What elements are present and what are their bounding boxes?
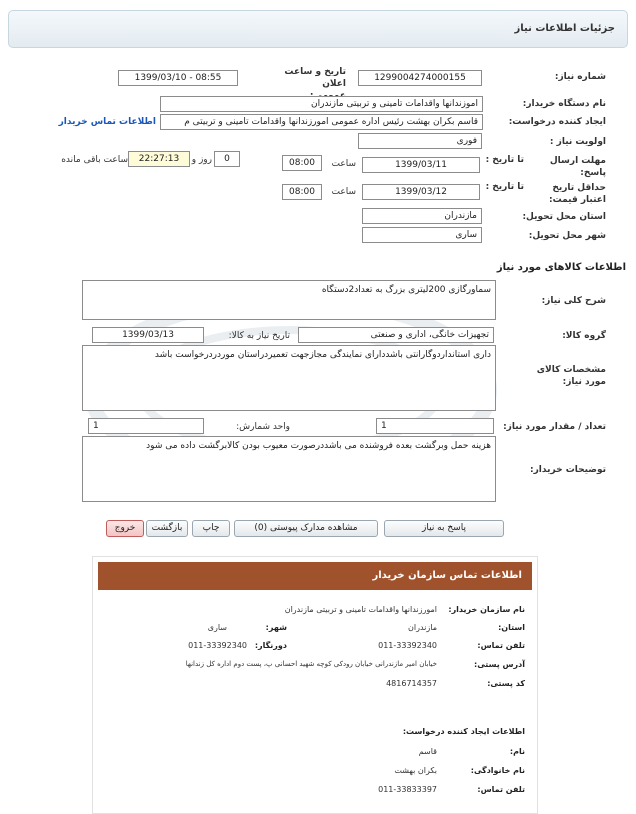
remaining-days-field: 0	[214, 151, 240, 167]
buyer-notes-label: توضیحات خریدار:	[530, 465, 606, 475]
need-date-label: تاریخ نیاز به کالا:	[228, 331, 290, 341]
contact-fax-value: 011-33392340	[188, 641, 247, 650]
need-date-field: 1399/03/13	[92, 327, 204, 343]
buyer-contact-panel	[92, 556, 538, 814]
quantity-label: تعداد / مقدار مورد نیاز:	[503, 422, 606, 432]
contact-panel-header	[98, 562, 532, 590]
price-to-date-label: تا تاریخ :	[485, 182, 524, 192]
exit-button[interactable]: خروج	[106, 520, 144, 537]
remaining-label: ساعت باقی مانده	[61, 155, 128, 165]
contact-fax-label: دورنگار:	[254, 641, 287, 650]
contact-org-label: نام سازمان خریدار:	[448, 605, 525, 614]
price-time-label: ساعت	[331, 187, 356, 197]
days-label: روز و	[191, 155, 212, 165]
goods-specs-field: داری استانداردوگارانتی باشددارای نمایندگی مجازجهت تعمیردراستان موردردرخواست باشد	[82, 345, 496, 411]
goods-specs-label: مشخصات کالای مورد نیاز:	[536, 365, 606, 387]
delivery-province-field: مازندران	[362, 208, 482, 224]
announce-datetime-label: تاریخ و ساعت اعلان	[284, 67, 346, 89]
creator-first-name-value: قاسم	[418, 747, 437, 756]
creator-phone-label: تلفن تماس:	[477, 785, 525, 794]
creator-first-name-label: نام:	[509, 747, 525, 756]
buyer-org-label: نام دستگاه خریدار:	[522, 99, 606, 109]
quantity-field: 1	[376, 418, 494, 434]
remaining-time-field: 22:27:13	[128, 151, 190, 167]
contact-org-value: امورزندانها واقدامات تامینی و تربیتی مازندران	[284, 605, 437, 614]
delivery-city-label: شهر محل تحویل:	[528, 231, 606, 241]
price-validity-date-field: 1399/03/12	[362, 184, 480, 200]
creator-label: ایجاد کننده درخواست:	[508, 117, 606, 127]
creator-field: قاسم بکران بهشت رئیس اداره عمومی امورزندانها واقدامات تامینی و تربیتی م	[160, 114, 483, 130]
response-to-date-label: تا تاریخ :	[485, 155, 524, 165]
contact-province-value: مازندران	[408, 623, 437, 632]
contact-address-value: خیابان امیر مازندرانی خیابان رودکی کوچه شهید احسانی پ، پست دوم اداره کل زندانها	[185, 660, 437, 668]
general-description-label: شرح کلی نیاز:	[541, 296, 606, 306]
response-date-field: 1399/03/11	[362, 157, 480, 173]
back-button[interactable]: بازگشت	[146, 520, 188, 537]
creator-last-name-label: نام خانوادگی:	[470, 766, 525, 775]
page-title: جزئیات اطلاعات نیاز	[514, 23, 615, 34]
print-button[interactable]: چاپ	[192, 520, 230, 537]
contact-province-label: استان:	[498, 623, 525, 632]
contact-postal-label: کد پستی:	[487, 679, 525, 688]
delivery-province-label: استان محل تحویل:	[522, 212, 606, 222]
reply-button[interactable]: پاسخ به نیاز	[384, 520, 504, 537]
unit-label: واحد شمارش:	[236, 422, 290, 432]
page-header	[8, 10, 628, 48]
delivery-city-field: ساری	[362, 227, 482, 243]
announce-datetime-field: 1399/03/10 - 08:55	[118, 70, 238, 86]
contact-address-label: آدرس پستی:	[474, 660, 525, 669]
unit-field: 1	[88, 418, 204, 434]
creator-last-name-value: بکران بهشت	[394, 766, 437, 775]
contact-phone-value: 011-33392340	[378, 641, 437, 650]
response-deadline-label: مهلت ارسال پاسخ:	[549, 156, 606, 178]
buyer-notes-field: هزینه حمل وبرگشت بعده فروشنده می باشددرصورت معیوب بودن کالابرگشت داده می شود	[82, 436, 496, 502]
goods-group-label: گروه کالا:	[562, 331, 606, 341]
price-validity-label: حداقل تاریخ اعتبار قیمت:	[548, 183, 606, 205]
creator-phone-value: 011-33833397	[378, 785, 437, 794]
price-validity-time-field: 08:00	[282, 184, 322, 200]
priority-field: فوری	[358, 133, 482, 149]
general-description-field: سماورگازی 200لیتری بزرگ به تعداد2دستگاه	[82, 280, 496, 320]
buyer-contact-link[interactable]: اطلاعات تماس خریدار	[58, 117, 156, 127]
contact-city-value: ساری	[207, 623, 227, 632]
contact-city-label: شهر:	[265, 623, 287, 632]
goods-group-field: تجهیزات خانگی، اداری و صنعتی	[298, 327, 494, 343]
response-time-label: ساعت	[331, 159, 356, 169]
view-attachments-button[interactable]: مشاهده مدارک پیوستی (0)	[234, 520, 378, 537]
need-number-field: 1299004274000155	[358, 70, 482, 86]
buyer-org-field: اموزندانها واقدامات تامینی و تربیتی مازندران	[160, 96, 483, 112]
contact-panel-title: اطلاعات تماس سازمان خریدار	[372, 570, 522, 581]
creator-section-title: اطلاعات ایجاد کننده درخواست:	[402, 727, 525, 736]
contact-postal-value: 4816714357	[386, 679, 437, 688]
priority-label: اولویت نیاز :	[549, 137, 606, 147]
response-time-field: 08:00	[282, 155, 322, 171]
goods-section-title: اطلاعات کالاهای مورد نیاز	[496, 262, 626, 273]
need-number-label: شماره نیاز:	[554, 72, 606, 82]
contact-phone-label: تلفن تماس:	[477, 641, 525, 650]
